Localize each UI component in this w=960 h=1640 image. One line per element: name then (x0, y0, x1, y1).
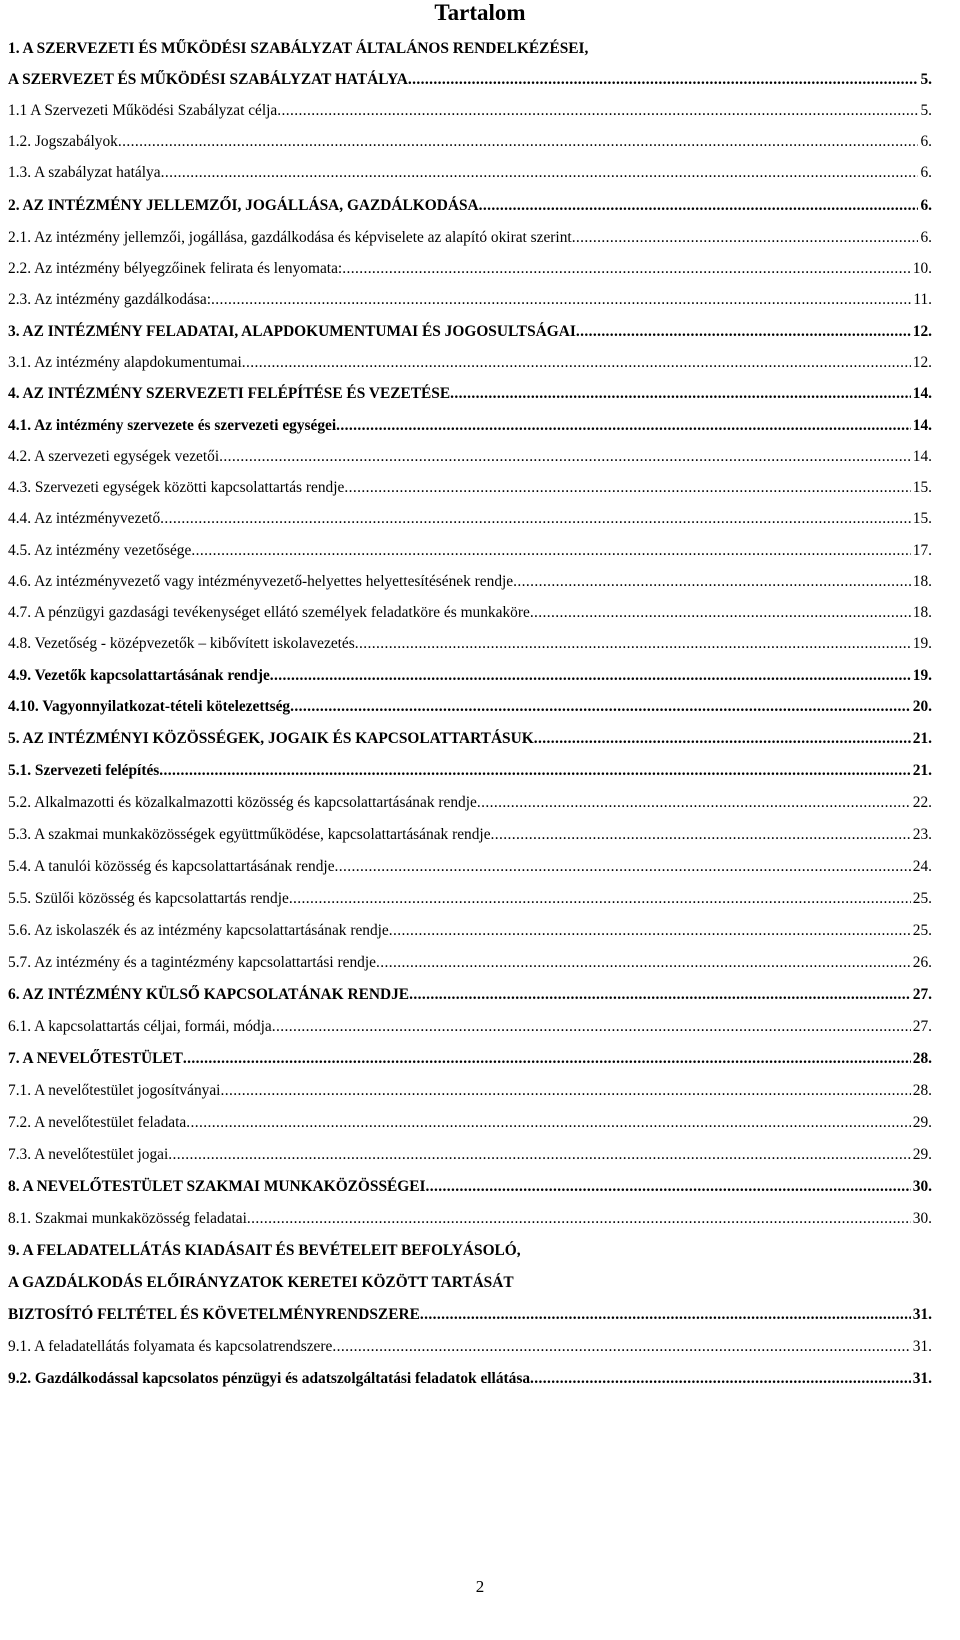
toc-entry-label: BIZTOSÍTÓ FELTÉTEL ÉS KÖVETELMÉNYRENDSZERE (8, 1306, 420, 1323)
toc-entry-page: 29. (912, 1146, 932, 1163)
toc-entry-label: A SZERVEZET ÉS MŰKÖDÉSI SZABÁLYZAT HATÁLYA (8, 71, 408, 88)
toc-entry (8, 71, 932, 89)
toc-entry (8, 229, 932, 247)
toc-entry-page: 18. (912, 573, 932, 590)
dot-leader (450, 385, 911, 403)
toc-entry (8, 698, 932, 716)
toc-entry-label: 4.9. Vezetők kapcsolattartásának rendje (8, 667, 270, 684)
dot-leader (344, 479, 910, 497)
toc-entry (8, 164, 932, 182)
toc-entry (8, 40, 932, 58)
toc-entry-label: 4.7. A pénzügyi gazdasági tevékenységet ellátó személyek feladatköre és munkaköre (8, 604, 530, 621)
dot-leader (409, 986, 911, 1004)
toc-entry-label: 5.1. Szervezeti felépítés (8, 762, 160, 779)
toc-entry-label: 5.4. A tanulói közösség és kapcsolattartásának rendje (8, 858, 335, 875)
toc-entry-page: 30. (912, 1178, 932, 1195)
toc-entry (8, 1210, 932, 1228)
toc-entry (8, 1050, 932, 1068)
dot-leader (355, 635, 911, 653)
dot-leader (426, 1178, 911, 1196)
toc-entry (8, 1082, 932, 1100)
toc-entry-label: 3. AZ INTÉZMÉNY FELADATAI, ALAPDOKUMENTUMAI ÉS JOGOSULTSÁGAI (8, 323, 576, 340)
toc-entry (8, 1338, 932, 1356)
toc-entry-label: 2.3. Az intézmény gazdálkodása: (8, 291, 212, 308)
dot-leader (191, 542, 910, 560)
dot-leader (277, 102, 918, 120)
toc-entry-label: 6.1. A kapcsolattartás céljai, formái, módja (8, 1018, 272, 1035)
toc-entry (8, 635, 932, 653)
toc-entry-page: 25. (912, 922, 932, 939)
dot-leader (211, 291, 911, 309)
toc-entry-label: 4.3. Szervezeti egységek közötti kapcsolattartás rendje (8, 479, 345, 496)
toc-entry (8, 762, 932, 780)
dot-leader (220, 1082, 910, 1100)
toc-entry (8, 448, 932, 466)
toc-entry (8, 730, 932, 748)
toc-entry (8, 1274, 932, 1292)
toc-entry-page: 25. (912, 890, 932, 907)
toc-entry-page: 28. (912, 1082, 932, 1099)
toc-entry-page: 31. (912, 1338, 932, 1355)
dot-leader (335, 858, 911, 876)
toc-entry-page: 15. (912, 510, 932, 527)
toc-entry (8, 510, 932, 528)
toc-entry-page: 12. (912, 323, 932, 340)
toc-entry-label: 4.1. Az intézmény szervezete és szervezeti egységei (8, 417, 337, 434)
toc-entry (8, 667, 932, 685)
toc-entry (8, 133, 932, 151)
toc-entry (8, 826, 932, 844)
dot-leader (420, 1306, 911, 1324)
dot-leader (161, 164, 919, 182)
toc-entry-page: 27. (912, 986, 932, 1003)
toc-entry-label: 8.1. Szakmai munkaközösség feladatai (8, 1210, 247, 1227)
dot-leader (159, 762, 910, 780)
toc-entry (8, 954, 932, 972)
toc-entry-label: 7.3. A nevelőtestület jogai (8, 1146, 169, 1163)
toc-entry (8, 922, 932, 940)
toc-entry (8, 197, 932, 215)
toc-entry-page: 20. (912, 698, 932, 715)
toc-entry (8, 1114, 932, 1132)
toc-entry-label: 4.2. A szervezeti egységek vezetői (8, 448, 220, 465)
dot-leader (576, 323, 911, 341)
toc-entry-page: 31. (912, 1306, 932, 1323)
toc-entry-label: 7.2. A nevelőtestület feladata (8, 1114, 187, 1131)
toc-entry (8, 323, 932, 341)
toc-entry (8, 604, 932, 622)
toc-entry-page: 14. (912, 417, 932, 434)
toc-entry-page: 5. (920, 102, 932, 119)
toc-entry-page: 21. (912, 762, 932, 779)
toc-entry-page: 12. (912, 354, 932, 371)
toc-entry-page: 28. (912, 1050, 932, 1067)
dot-leader (289, 890, 911, 908)
dot-leader (247, 1210, 911, 1228)
toc-entry (8, 417, 932, 435)
toc-entry (8, 260, 932, 278)
toc-entry-page: 26. (912, 954, 932, 971)
toc-entry-page: 23. (912, 826, 932, 843)
dot-leader (332, 1338, 910, 1356)
toc-entry-label: 9.1. A feladatellátás folyamata és kapcsolatrendszere (8, 1338, 333, 1355)
toc-entry-page: 11. (913, 291, 932, 308)
toc-entry-page: 6. (920, 133, 932, 150)
dot-leader (272, 1018, 911, 1036)
dot-leader (408, 71, 919, 89)
toc-entry-label: 4. AZ INTÉZMÉNY SZERVEZETI FELÉPÍTÉSE ÉS VEZETÉSE (8, 385, 451, 402)
toc-entry-label: 9. A FELADATELLÁTÁS KIADÁSAIT ÉS BEVÉTELEIT BEFOLYÁSOLÓ, (8, 1242, 521, 1259)
toc-entry-label: 7. A NEVELŐTESTÜLET (8, 1050, 183, 1067)
toc-entry-page: 6. (920, 229, 932, 246)
dot-leader (183, 1050, 911, 1068)
toc-entry-label: 5.6. Az iskolaszék és az intézmény kapcsolattartásának rendje (8, 922, 389, 939)
dot-leader (530, 1370, 911, 1388)
toc-entry-label: 2.1. Az intézmény jellemzői, jogállása, gazdálkodása és képviselete az alapító okirat szerint (8, 229, 572, 246)
toc-entry (8, 291, 932, 309)
toc-entry-page: 19. (912, 635, 932, 652)
toc-entry (8, 385, 932, 403)
dot-leader (513, 573, 911, 591)
toc-entry-page: 10. (912, 260, 932, 277)
page-title: Tartalom (434, 0, 526, 25)
dot-leader (160, 510, 911, 528)
toc-entry-label: 6. AZ INTÉZMÉNY KÜLSŐ KAPCSOLATÁNAK RENDJE (8, 986, 410, 1003)
toc-entry-label: 5.5. Szülői közösség és kapcsolattartás rendje (8, 890, 289, 907)
dot-leader (186, 1114, 911, 1132)
toc-entry (8, 1178, 932, 1196)
toc-entry-page: 19. (912, 667, 932, 684)
toc-entry (8, 354, 932, 372)
dot-leader (572, 229, 919, 247)
toc-entry-label: 5.2. Alkalmazotti és közalkalmazotti közösség és kapcsolattartásának rendje (8, 794, 477, 811)
toc-entry (8, 102, 932, 120)
toc-entry-page: 31. (912, 1370, 932, 1387)
toc-entry-label: 1.1 A Szervezeti Működési Szabályzat célja (8, 102, 278, 119)
toc-entry (8, 1370, 932, 1388)
toc-entry-label: 4.10. Vagyonnyilatkozat-tételi kötelezettség (8, 698, 291, 715)
dot-leader (491, 826, 911, 844)
dot-leader (534, 730, 911, 748)
dot-leader (530, 604, 911, 622)
page-number: 2 (475, 1577, 485, 1596)
toc-entry-label: A GAZDÁLKODÁS ELŐIRÁNYZATOK KERETEI KÖZÖTT TARTÁSÁT (8, 1274, 514, 1291)
toc-entry-page: 24. (912, 858, 932, 875)
toc-entry-label: 5. AZ INTÉZMÉNYI KÖZÖSSÉGEK, JOGAIK ÉS KAPCSOLATTARTÁSUK (8, 730, 534, 747)
toc-entry-label: 1. A SZERVEZETI ÉS MŰKÖDÉSI SZABÁLYZAT ÁLTALÁNOS RENDELKÉZÉSEI, (8, 40, 589, 57)
toc-entry-label: 8. A NEVELŐTESTÜLET SZAKMAI MUNKAKÖZÖSSÉGEI (8, 1178, 426, 1195)
toc-entry-page: 15. (912, 479, 932, 496)
toc-entry (8, 986, 932, 1004)
dot-leader (290, 698, 911, 716)
dot-leader (118, 133, 919, 151)
toc-entry-label: 1.2. Jogszabályok (8, 133, 118, 150)
toc-entry (8, 1242, 932, 1260)
toc-entry-label: 2.2. Az intézmény bélyegzőinek felirata és lenyomata: (8, 260, 343, 277)
toc-entry-page: 14. (912, 448, 932, 465)
dot-leader (336, 417, 911, 435)
toc-entry-page: 29. (912, 1114, 932, 1131)
dot-leader (242, 354, 911, 372)
dot-leader (479, 197, 919, 215)
toc-entry (8, 479, 932, 497)
toc-entry-label: 4.4. Az intézményvezető (8, 510, 161, 527)
dot-leader (376, 954, 911, 972)
toc-entry-page: 22. (912, 794, 932, 811)
toc-entry (8, 890, 932, 908)
toc-entry-page: 6. (920, 164, 932, 181)
toc-entry-page: 5. (920, 71, 932, 88)
toc-entry-label: 4.5. Az intézmény vezetősége (8, 542, 192, 559)
toc-entry (8, 573, 932, 591)
toc-entry-page: 21. (912, 730, 932, 747)
toc-entry-label: 5.7. Az intézmény és a tagintézmény kapcsolattartási rendje (8, 954, 376, 971)
toc-entry (8, 794, 932, 812)
toc-entry-page: 27. (912, 1018, 932, 1035)
toc-entry (8, 1146, 932, 1164)
toc-entry-label: 5.3. A szakmai munkaközösségek együttműködése, kapcsolattartásának rendje (8, 826, 491, 843)
toc-entry-label: 3.1. Az intézmény alapdokumentumai (8, 354, 242, 371)
dot-leader (270, 667, 911, 685)
dot-leader (342, 260, 911, 278)
toc-entry-label: 4.6. Az intézményvezető vagy intézményvezető-helyettes helyettesítésének rendje (8, 573, 514, 590)
dot-leader (477, 794, 911, 812)
dot-leader (168, 1146, 910, 1164)
toc-entry-label: 4.8. Vezetőség - középvezetők – kibővített iskolavezetés (8, 635, 355, 652)
toc-entry (8, 542, 932, 560)
toc-entry-page: 30. (912, 1210, 932, 1227)
toc-entry (8, 1306, 932, 1324)
toc-entry-page: 18. (912, 604, 932, 621)
toc-entry-page: 6. (920, 197, 932, 214)
toc-entry-page: 17. (912, 542, 932, 559)
toc-entry-label: 2. AZ INTÉZMÉNY JELLEMZŐI, JOGÁLLÁSA, GAZDÁLKODÁSA (8, 197, 479, 214)
toc-entry-label: 7.1. A nevelőtestület jogosítványai (8, 1082, 221, 1099)
toc-entry-label: 9.2. Gazdálkodással kapcsolatos pénzügyi és adatszolgáltatási feladatok ellátása (8, 1370, 531, 1387)
dot-leader (389, 922, 911, 940)
toc-entry (8, 1018, 932, 1036)
toc-entry (8, 858, 932, 876)
dot-leader (219, 448, 911, 466)
toc-entry-label: 1.3. A szabályzat hatálya (8, 164, 161, 181)
toc-entry-page: 14. (912, 385, 932, 402)
